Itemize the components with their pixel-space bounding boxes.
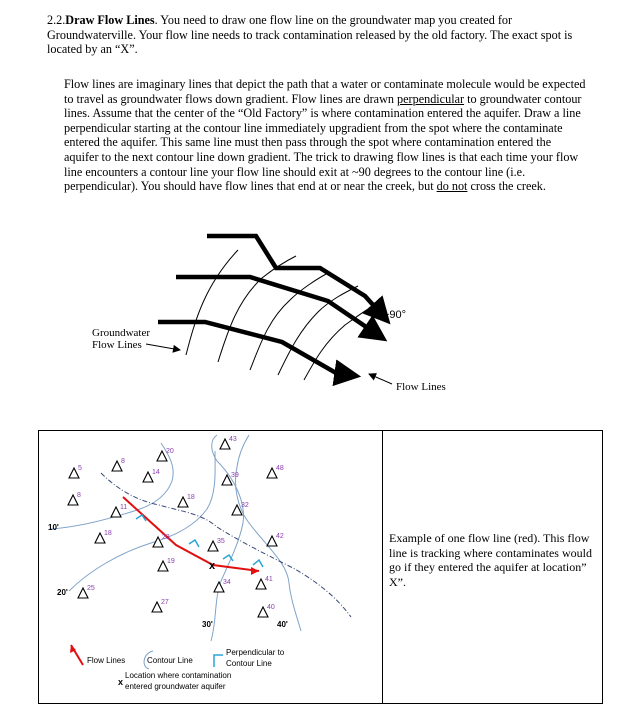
contamination-x: x: [209, 560, 216, 572]
example-caption: Example of one flow line (red). This flow line is tracking where contaminates would go if they entered the aquifer at location” X”.: [389, 531, 592, 589]
well-label: 14: [152, 469, 160, 476]
section-intro-text: . You need to draw one flow line on the groundwater map you created for Groundwaterville. Your flow line needs to track contamination released by the old factory. The exact spot is located by an “X”.: [47, 13, 573, 57]
flow-line-schematic: [0, 225, 620, 405]
well-label: 34: [223, 579, 231, 586]
well-label: 18: [104, 530, 112, 537]
contour-20: [69, 451, 215, 591]
contour-30: [211, 435, 243, 641]
gw-label-2: Flow Lines: [92, 339, 142, 351]
flow-label-arrow: [369, 374, 392, 384]
legend-loc-2: entered groundwater aquifer: [125, 682, 226, 691]
legend-flow-lines: Flow Lines: [87, 656, 126, 665]
box-divider: [382, 431, 383, 703]
legend-contour-line: Contour Line: [147, 656, 193, 665]
contour-label-20: 20': [57, 588, 68, 597]
creek-line: [101, 473, 351, 617]
legend: [70, 645, 285, 691]
contour-label-10: 10': [48, 523, 59, 532]
well-label: 11: [120, 504, 128, 511]
example-map-box: [38, 430, 603, 704]
angle-label: ~90°: [383, 309, 407, 321]
do-not-underlined: do not: [436, 179, 468, 194]
legend-x-symbol: x: [118, 677, 124, 687]
contour-40: [236, 435, 302, 631]
gw-label-1: Groundwater: [92, 327, 151, 339]
well-label: 41: [265, 576, 273, 583]
contour-label-30: 30': [202, 620, 213, 629]
perp-marks: [136, 515, 263, 567]
section-number: 2.2.: [47, 13, 66, 27]
instructions-text-1: Flow lines are imaginary lines that depict the path that a water or contaminate molecule would be expected to travel as groundwater flows down gradient. Flow lines are drawn: [64, 77, 586, 106]
thick-flow-lines: [158, 236, 383, 375]
groundwater-map: [39, 431, 382, 703]
well-label: 20: [166, 448, 174, 455]
flow-label: Flow Lines: [396, 381, 446, 393]
well-label: 5: [78, 465, 82, 472]
perpendicular-underlined: perpendicular: [397, 91, 465, 106]
well-label: 42: [276, 533, 284, 540]
well-label: 18: [187, 494, 195, 501]
well-label: 40: [267, 604, 275, 611]
legend-perp-2: Contour Line: [226, 659, 272, 668]
legend-loc-1: Location where contamination: [125, 671, 232, 680]
well-label: 19: [167, 558, 175, 565]
instructions-paragraph: [64, 77, 588, 194]
instructions-text-3: cross the creek.: [467, 179, 546, 194]
contour-label-40: 40': [277, 620, 288, 629]
red-flow-arrowhead: [251, 567, 259, 575]
well-label: 39: [231, 472, 239, 479]
section-heading: Draw Flow Lines: [65, 13, 155, 27]
well-label: 8: [77, 492, 81, 499]
gw-label-arrow: [146, 344, 180, 350]
instructions-text-2: to groundwater contour lines. Assume that the center of the “Old Factory” is where contamination entered the aquifer. Draw a line perpendicular starting at the contour line immediately upgradient from the spot where the contaminate entered the aquifer. This same line must then pass through the spot where contamination entered the aquifer to the next contour line down gradient. The trick to drawing flow lines is that each time your flow line encounters a contour line your flow line should exit at ~90 degrees to the contour line (i.e. perpendicular). You should have flow lines that end at or near the creek, but: [64, 91, 582, 194]
well-label: 23: [162, 534, 170, 541]
section-intro: [47, 13, 587, 57]
well-label: 35: [217, 538, 225, 545]
legend-perp-icon: [214, 655, 223, 667]
well-label: 48: [276, 465, 284, 472]
well-label: 32: [241, 502, 249, 509]
well-label: 27: [161, 599, 169, 606]
well-label: 25: [87, 585, 95, 592]
legend-perp-1: Perpendicular to: [226, 648, 285, 657]
well-label: 8: [121, 458, 125, 465]
well-label: 43: [229, 436, 237, 443]
